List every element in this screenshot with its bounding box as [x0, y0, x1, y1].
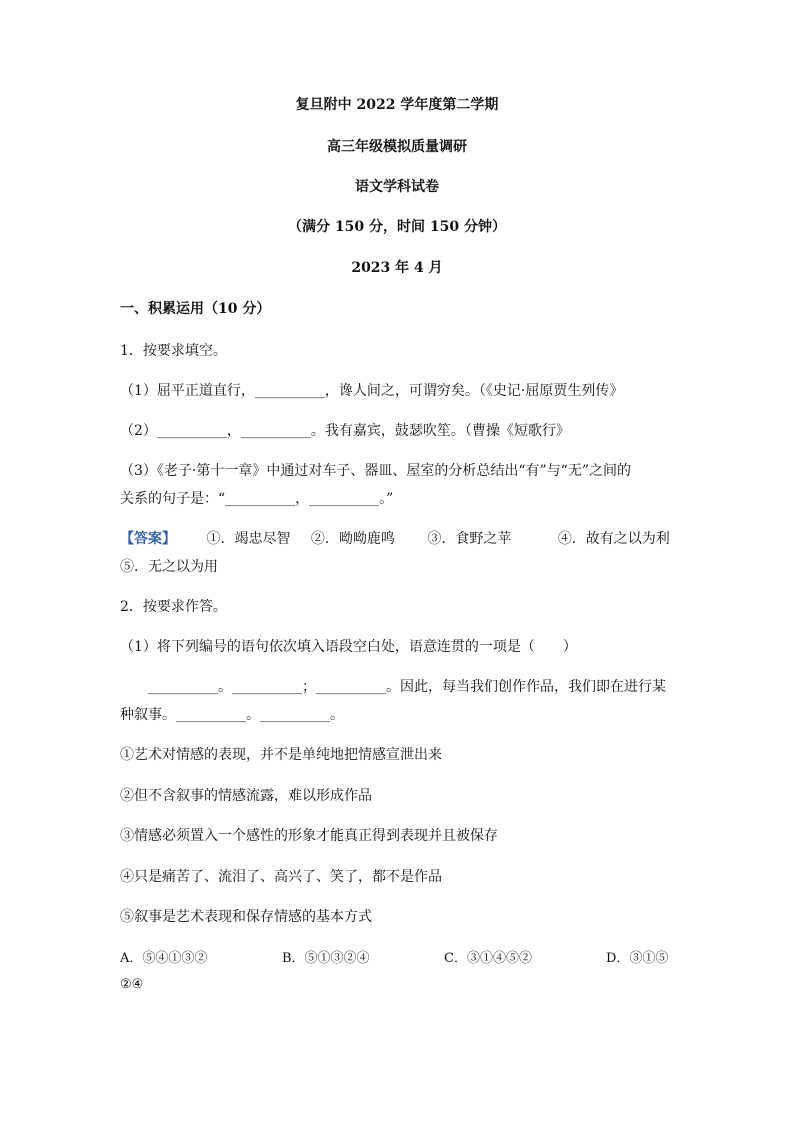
answer-item: ③．食野之苹 [427, 531, 512, 547]
statement-5: ⑤叙事是艺术表现和保存情感的基本方式 [120, 909, 372, 925]
answer-item: ②．呦呦鹿鸣 [310, 531, 395, 547]
answer-item-5: ⑤．无之以为用 [120, 559, 218, 575]
question-1-sub-3-line-1: （3）《老子·第十一章》中通过对车子、器皿、屋室的分析总结出“有”与“无”之间的 [120, 463, 631, 479]
question-2-prompt: 2．按要求作答。 [120, 599, 227, 615]
answer-item: ④．故有之以为利 [557, 531, 670, 547]
passage-line-1: __________。__________；__________。因此，每当我们创作作品，我们即在进行某 [120, 679, 666, 695]
choice-b: B．⑤①③②④ [282, 951, 370, 966]
answer-item: ①．竭忠尽智 [206, 531, 291, 547]
score-time-note: （满分 150 分，时间 150 分钟） [288, 219, 506, 235]
question-1-sub-2: （2）__________，__________。我有嘉宾，鼓瑟吹笙。（曹操《短歌行》 [120, 423, 570, 439]
exam-date: 2023 年 4 月 [351, 260, 443, 276]
subject-title: 语文学科试卷 [355, 179, 439, 195]
section-heading: 一、积累运用（10 分） [120, 301, 271, 317]
choice-d: D．③①⑤ [606, 951, 669, 966]
statement-4: ④只是痛苦了、流泪了、高兴了、笑了，都不是作品 [120, 869, 442, 885]
question-2-sub-1: （1）将下列编号的语句依次填入语段空白处，语意连贯的一项是（ ） [120, 639, 577, 655]
choice-c: C．③①④⑤② [444, 951, 532, 966]
statement-2: ②但不含叙事的情感流露，难以形成作品 [120, 788, 372, 804]
exam-title: 高三年级模拟质量调研 [327, 139, 467, 155]
statement-3: ③情感必须置入一个感性的形象才能真正得到表现并且被保存 [120, 828, 498, 844]
school-term-title: 复旦附中 2022 学年度第二学期 [295, 97, 499, 113]
question-1-sub-1: （1）屈平正道直行，__________，谗人间之，可谓穷矣。（《史记·屈原贾生列传》 [120, 383, 624, 399]
statement-1: ①艺术对情感的表现，并不是单纯地把情感宣泄出来 [120, 747, 442, 763]
answer-row [120, 530, 670, 548]
choice-d-continued: ②④ [120, 977, 144, 992]
passage-line-2: 种叙事。__________。__________。 [120, 707, 344, 723]
question-1-sub-3-line-2: 关系的句子是：“__________，__________。” [120, 491, 394, 507]
choice-a: A．⑤④①③② [120, 951, 208, 966]
answer-label: 【答案】 [120, 531, 176, 547]
question-1-prompt: 1．按要求填空。 [120, 343, 227, 359]
